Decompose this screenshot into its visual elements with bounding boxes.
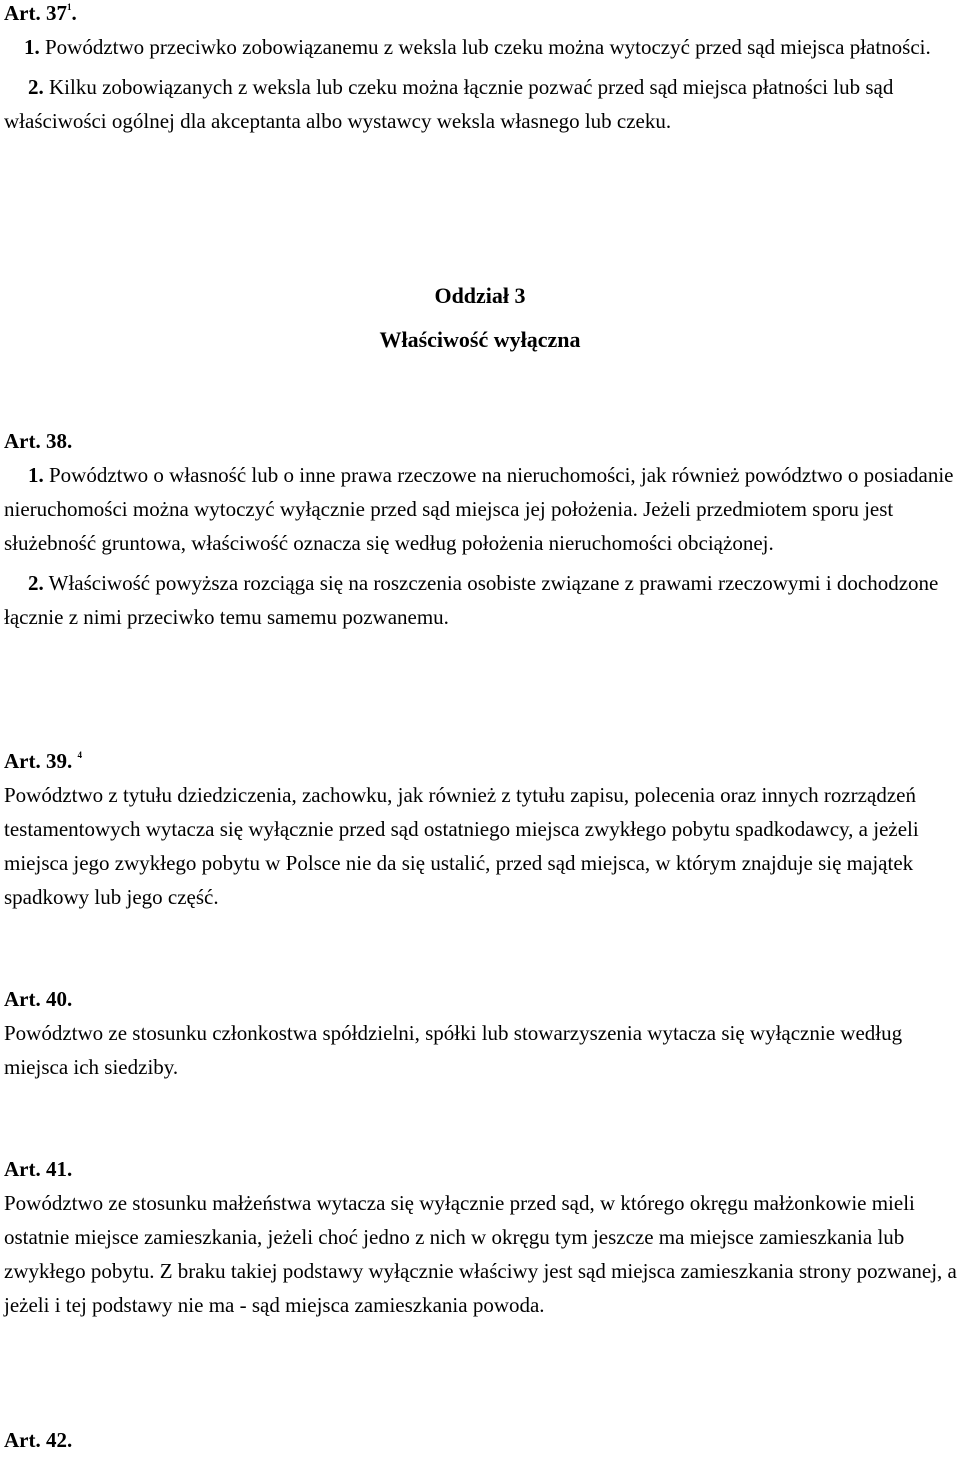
- section-subtitle: Właściwość wyłączna: [379, 327, 581, 352]
- article-heading: Art. 38.: [4, 429, 73, 453]
- article-39: [4, 744, 960, 914]
- article-text: Powództwo z tytułu dziedziczenia, zachowku, jak również z tytułu zapisu, polecenia oraz innych rozrządzeń testamentowych wytacza się wyłącznie przed sąd ostatniego miejsca zwykłego pobytu spadkodawcy, a jeżeli miejsca jego zwykłego pobytu w Polsce nie da się ustalić, przed sąd miejsca, w którym znajduje się majątek spadkowy lub jego część.: [4, 783, 919, 909]
- paragraph-number: 1.: [28, 463, 44, 487]
- paragraph-text: Powództwo przeciwko zobowiązanemu z weksla lub czeku można wytoczyć przed sąd miejsca płatności.: [39, 35, 931, 59]
- article-heading: [4, 0, 960, 30]
- paragraph-text: Kilku zobowiązanych z weksla lub czeku można łącznie pozwać przed sąd miejsca płatności lub sąd właściwości ogólnej dla akceptanta albo wystawcy weksla własnego lub czeku.: [4, 75, 894, 133]
- article-text: Powództwo ze stosunku członkostwa spółdzielni, spółki lub stowarzyszenia wytacza się wyłącznie według miejsca ich siedziby.: [4, 1021, 903, 1079]
- article-heading: Art. 42.: [4, 1428, 73, 1452]
- article-heading-text: Art. 39.: [4, 749, 73, 773]
- paragraph-text: Powództwo o własność lub o inne prawa rzeczowe na nieruchomości, jak również powództwo o posiadanie nieruchomości można wytoczyć wyłącznie przed sąd miejsca jej położenia. Jeżeli przedmiotem sporu jest służebność gruntowa, właściwość oznacza się według położenia nieruchomości obciążonej.: [4, 463, 954, 555]
- section-title: Oddział 3: [434, 283, 526, 308]
- article-heading: Art. 41.: [4, 1157, 73, 1181]
- article-heading: [4, 744, 960, 778]
- article-heading: Art. 40.: [4, 987, 73, 1011]
- article-heading-superscript: 1: [66, 2, 72, 12]
- article-37-1: [4, 0, 960, 138]
- article-paragraph-1: [4, 458, 960, 560]
- article-heading-superscript: 4: [77, 750, 82, 760]
- paragraph-text: Właściwość powyższa rozciąga się na roszczenia osobiste związane z prawami rzeczowymi i dochodzone łącznie z nimi przeciwko temu samemu pozwanemu.: [4, 571, 939, 629]
- article-text: Powództwo ze stosunku małżeństwa wytacza się wyłącznie przed sąd, w którego okręgu małżonkowie mieli ostatnie miejsce zamieszkania, jeżeli choć jedno z nich w okręgu tym jeszcze ma miejsce zamieszkania lub zwykłego pobytu. Z braku takiej podstawy wyłącznie właściwy jest sąd miejsca zamieszkania strony pozwanej, a jeżeli i tej podstawy nie ma - sąd miejsca zamieszkania powoda.: [4, 1191, 957, 1317]
- article-paragraph-2: [4, 70, 960, 138]
- article-38: [4, 424, 960, 634]
- paragraph-number: 2.: [28, 571, 44, 595]
- article-heading-text: Art. 37: [4, 1, 67, 25]
- article-heading-end: .: [71, 1, 77, 25]
- article-42: [4, 1423, 960, 1457]
- paragraph-number: 1.: [24, 35, 40, 59]
- article-paragraph-2: [4, 566, 960, 634]
- article-41: [4, 1152, 960, 1322]
- paragraph-number: 2.: [28, 75, 44, 99]
- article-40: [4, 982, 960, 1084]
- section-heading: [0, 274, 960, 362]
- article-paragraph-1: [4, 30, 960, 64]
